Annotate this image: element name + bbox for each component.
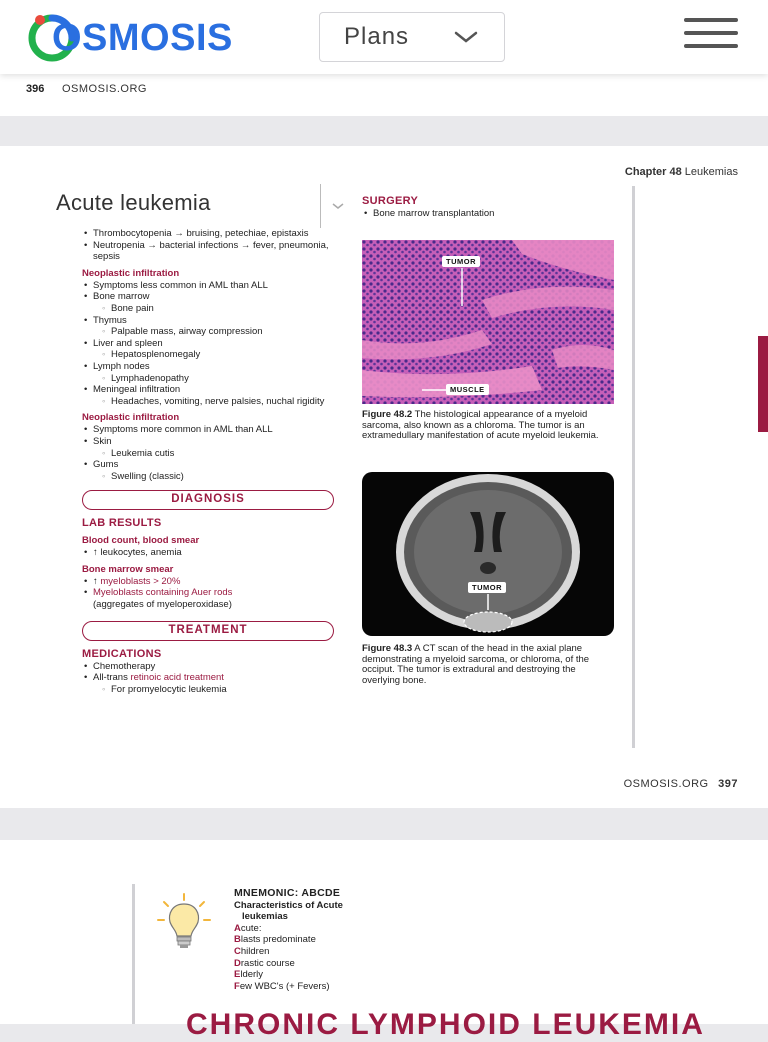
mnemonic-rest: rastic course	[240, 957, 295, 969]
medications-list	[82, 661, 338, 696]
mnemonic-letter: A	[234, 922, 241, 934]
list-item: • Neutropenia → bacterial infections → fever, pneumonia, sepsis	[82, 240, 338, 263]
footer-page: 397	[718, 778, 738, 790]
sidebar-divider	[132, 884, 135, 1024]
bone-marrow-list	[82, 576, 338, 611]
list-item: • Skin	[82, 436, 338, 448]
section-title: Acute leukemia	[56, 190, 211, 215]
tumor-tag: TUMOR	[442, 256, 480, 267]
figure-caption-text: A CT scan of the head in the axial plane demonstrating a myeloid sarcoma, or chloroma, of the occiput. The tumor is extradural and destroying the overlying bone.	[362, 643, 590, 686]
list-item: • Chemotherapy	[82, 661, 338, 673]
mnemonic-title: MNEMONIC: ABCDE	[234, 887, 341, 899]
list-item: • Gums	[82, 459, 338, 471]
mnemonic-letter: E	[234, 969, 241, 981]
list-item: ◦ Palpable mass, airway compression	[82, 326, 338, 338]
title-divider	[320, 184, 321, 228]
list-item: ◦ Bone pain	[82, 303, 338, 315]
med-item2-prefix: All-trans	[93, 672, 131, 684]
plans-dropdown[interactable]	[319, 12, 505, 62]
top-list	[82, 228, 338, 263]
chevron-down-icon[interactable]	[330, 200, 346, 212]
list-item: ◦ Headaches, vomiting, nerve palsies, nuchal rigidity	[82, 396, 338, 408]
list-item: ◦ Swelling (classic)	[82, 471, 338, 483]
mnemonic-line	[234, 981, 343, 993]
lab-results-heading: LAB RESULTS	[82, 517, 162, 530]
figure-label: Figure 48.2	[362, 409, 413, 420]
list-item: • Thrombocytopenia → bruising, petechiae, epistaxis	[82, 228, 338, 240]
list-item: • Lymph nodes	[82, 361, 338, 373]
list-item: • Symptoms more common in AML than ALL	[82, 424, 338, 436]
infiltration-head-2: Neoplastic infiltration	[82, 412, 180, 424]
page-footer-397	[624, 778, 738, 790]
mnemonic-rest: ew WBC's (+ Fevers)	[239, 980, 330, 992]
figure-48-2-caption	[362, 410, 614, 442]
surgery-list	[362, 208, 616, 220]
mnemonic-rest: cute:	[240, 922, 262, 934]
osmosis-logo[interactable]	[26, 10, 266, 66]
infiltration-list-2	[82, 424, 338, 482]
mnemonic-subtitle: leukemias	[242, 911, 288, 923]
list-item	[82, 587, 338, 610]
page-number-396: 396	[26, 83, 45, 95]
surgery-heading: SURGERY	[362, 195, 419, 207]
ct-graphic	[362, 472, 614, 636]
tumor-tag: TUMOR	[468, 582, 506, 593]
histology-image	[362, 240, 614, 404]
mnemonic-letter: B	[234, 934, 241, 946]
list-item: • Bone marrow	[82, 291, 338, 303]
sidebar-divider	[632, 186, 635, 748]
mnemonic-rest: lasts predominate	[240, 934, 316, 946]
bm-item1-prefix: ↑	[93, 575, 101, 587]
histology-graphic	[362, 240, 614, 404]
mnemonic-letter: C	[234, 945, 241, 957]
chevron-down-icon	[452, 27, 480, 47]
next-section-title: CHRONIC LYMPHOID LEUKEMIA	[186, 1008, 705, 1041]
med-item2-highlight: retinoic acid treatment	[130, 672, 224, 684]
infiltration-list-1	[82, 280, 338, 408]
list-item: ◦ Hepatosplenomegaly	[82, 349, 338, 361]
blood-count-head: Blood count, blood smear	[82, 535, 200, 547]
list-item: ◦ Leukemia cutis	[82, 448, 338, 460]
chapter-header	[625, 166, 738, 178]
list-item	[82, 576, 338, 588]
medications-heading: MEDICATIONS	[82, 647, 162, 660]
mnemonic-letter: F	[234, 980, 240, 992]
mnemonic-rest: lderly	[240, 969, 264, 981]
list-item: • Bone marrow transplantation	[362, 208, 616, 220]
list-item: • Symptoms less common in AML than ALL	[82, 280, 338, 292]
chapter-name: Leukemias	[684, 166, 738, 178]
list-item	[82, 672, 338, 684]
bm-item2-highlight: Myeloblasts containing Auer rods	[93, 587, 233, 599]
list-item: • Thymus	[82, 315, 338, 327]
lightbulb-icon	[154, 892, 214, 952]
mnemonic-lines	[234, 923, 343, 993]
mnemonic-letter: D	[234, 957, 241, 969]
treatment-banner: TREATMENT	[82, 621, 334, 641]
footer-site: OSMOSIS.ORG	[623, 778, 709, 790]
mnemonic-box	[234, 888, 343, 992]
left-column	[82, 194, 338, 695]
bone-marrow-head: Bone marrow smear	[82, 563, 174, 575]
page-397	[0, 146, 768, 808]
page-site-396: OSMOSIS.ORG	[62, 83, 147, 95]
top-header	[0, 0, 768, 74]
bm-item2-rest: (aggregates of myeloperoxidase)	[93, 599, 232, 611]
diagnosis-banner: DIAGNOSIS	[82, 490, 334, 510]
mnemonic-line	[234, 946, 343, 958]
plans-label: Plans	[344, 23, 410, 50]
list-item: • ↑ leukocytes, anemia	[82, 547, 338, 559]
mnemonic-rest: hildren	[240, 945, 270, 957]
mnemonic-line	[234, 923, 343, 935]
right-column	[362, 194, 616, 220]
chapter-label: Chapter 48	[624, 166, 682, 178]
ct-scan-image	[362, 472, 614, 636]
figure-48-3-caption	[362, 644, 614, 686]
list-item: ◦ Lymphadenopathy	[82, 373, 338, 385]
list-item: • Meningeal infiltration	[82, 384, 338, 396]
mnemonic-line	[234, 958, 343, 970]
list-item: ◦ For promyelocytic leukemia	[82, 684, 338, 696]
hamburger-menu-icon[interactable]	[684, 16, 738, 52]
figure-caption-text: The histological appearance of a myeloid sarcoma, also known as a chloroma. The tumor is an extramedullary manifestation of acute myeloid leukemia.	[362, 409, 599, 441]
mnemonic-subtitle: Characteristics of Acute	[234, 899, 343, 911]
mnemonic-line	[234, 969, 343, 981]
blood-count-list	[82, 547, 338, 559]
muscle-tag: MUSCLE	[446, 384, 489, 395]
figure-label: Figure 48.3	[362, 643, 413, 654]
bm-item1-highlight: myeloblasts > 20%	[100, 575, 181, 587]
page-396	[0, 74, 768, 116]
infiltration-head-1: Neoplastic infiltration	[82, 267, 180, 279]
list-item: • Liver and spleen	[82, 338, 338, 350]
mnemonic-line	[234, 934, 343, 946]
page-398	[0, 840, 768, 1041]
side-tab[interactable]	[758, 336, 768, 432]
logo-text: OSMOSIS	[52, 17, 233, 59]
